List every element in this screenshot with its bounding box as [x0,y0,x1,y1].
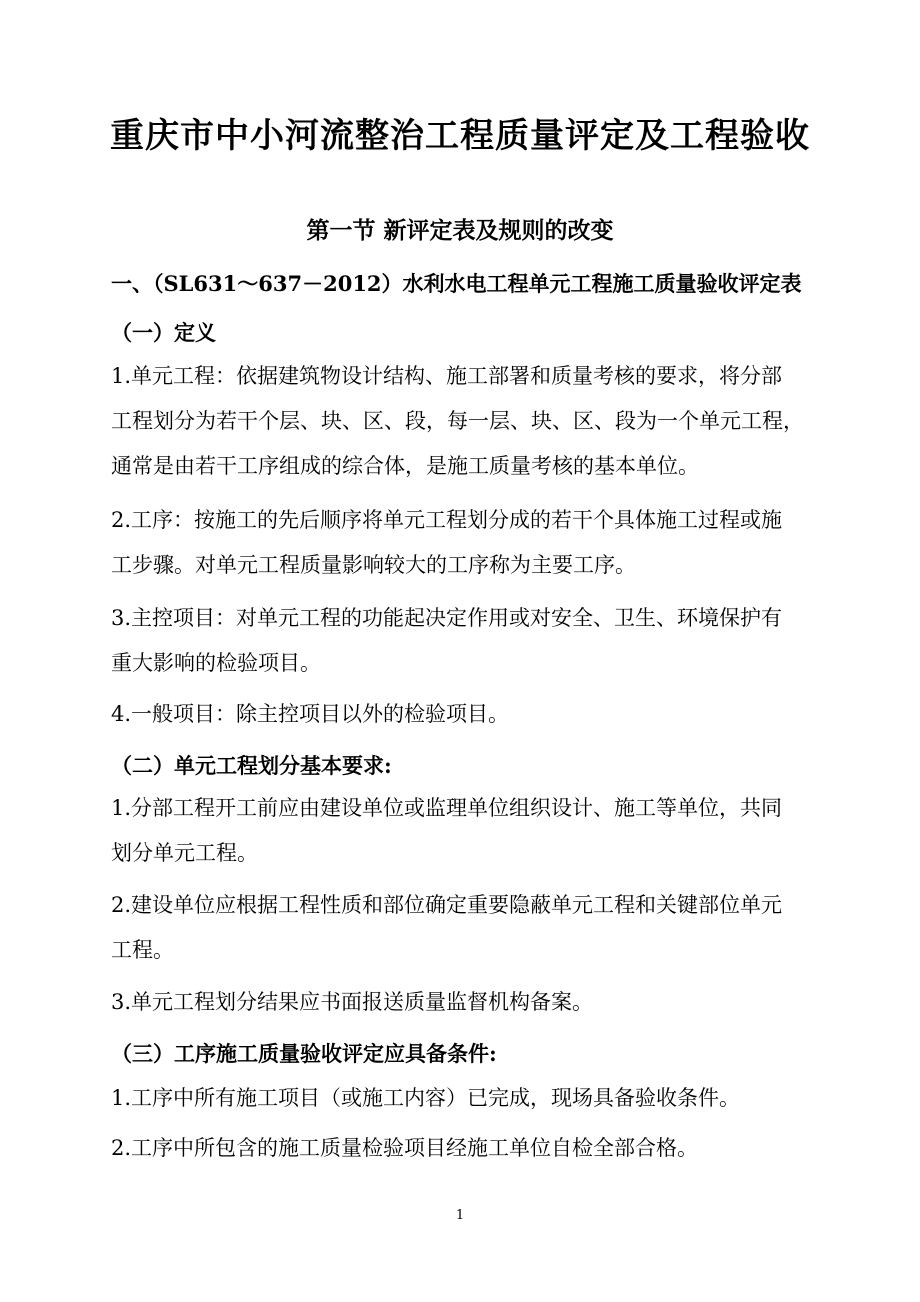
requirement-3 [111,980,811,1025]
paragraph-line: 工程划分为若干个层、块、区、段，每一层、块、区、段为一个单元工程， [111,409,804,433]
definition-general-item [111,692,811,737]
page-number: 1 [455,1208,465,1223]
sub1-heading: （一）定义 [111,320,216,345]
part-one-heading: 一、（SL631～637－2012）水利水电工程单元工程施工质量验收评定表 [111,271,802,296]
paragraph-line: 4.一般项目：除主控项目以外的检验项目。 [111,702,510,726]
document-title: 重庆市中小河流整治工程质量评定及工程验收 [110,116,810,156]
paragraph-line: 2.工序：按施工的先后顺序将单元工程划分成的若干个具体施工过程或施 [111,508,783,532]
paragraph-line: 2.工序中所包含的施工质量检验项目经施工单位自检全部合格。 [111,1136,699,1160]
definition-main-control-item [111,596,811,686]
requirement-2 [111,883,811,973]
definition-process [111,498,811,588]
sub3-heading: （三）工序施工质量验收评定应具备条件: [111,1041,497,1066]
sub2-heading: （二）单元工程划分基本要求: [111,753,392,778]
section-heading: 第一节 新评定表及规则的改变 [306,217,614,244]
paragraph-line: 通常是由若干工序组成的综合体，是施工质量考核的基本单位。 [111,454,699,478]
paragraph-line: 1.单元工程：依据建筑物设计结构、施工部署和质量考核的要求，将分部 [111,364,783,388]
paragraph-line: 重大影响的检验项目。 [111,651,321,675]
paragraph-line: 3.单元工程划分结果应书面报送质量监督机构备案。 [111,990,594,1014]
paragraph-line: 1.分部工程开工前应由建设单位或监理单位组织设计、施工等单位，共同 [111,796,783,820]
paragraph-line: 工程。 [111,938,174,962]
paragraph-line: 3.主控项目：对单元工程的功能起决定作用或对安全、卫生、环境保护有 [111,606,783,630]
paragraph-line: 划分单元工程。 [111,841,258,865]
condition-2 [111,1126,811,1171]
condition-1 [111,1076,811,1121]
paragraph-line: 1.工序中所有施工项目（或施工内容）已完成，现场具备验收条件。 [111,1086,741,1110]
paragraph-line: 2.建设单位应根据工程性质和部位确定重要隐蔽单元工程和关键部位单元 [111,893,783,917]
paragraph-line: 工步骤。对单元工程质量影响较大的工序称为主要工序。 [111,553,636,577]
definition-unit-project [111,354,811,489]
requirement-1 [111,786,811,876]
